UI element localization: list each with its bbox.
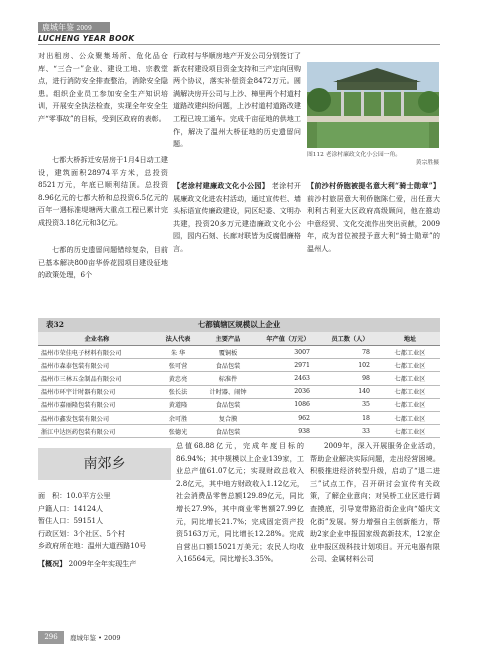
col2-heading: 【老涂村建廉政文化小公园】 xyxy=(173,181,270,190)
cell-output: 1086 xyxy=(256,398,320,411)
cell-staff: 102 xyxy=(320,359,380,372)
cell-product: 标准件 xyxy=(200,372,256,385)
table-grid xyxy=(38,332,440,438)
header-subtitle: LUCHENG YEAR BOOK xyxy=(38,34,135,43)
cell-name: 温州市嘉丽隆包装有限公司 xyxy=(38,398,156,411)
overview-heading: 【概况】 xyxy=(38,558,67,568)
cell-product: 复合膜 xyxy=(200,411,256,424)
cell-address: 七都工业区 xyxy=(380,359,440,372)
cell-legal: 余可胜 xyxy=(156,411,200,424)
cell-staff: 18 xyxy=(320,411,380,424)
town-name-box: 南郊乡 xyxy=(38,448,171,480)
th-output: 年产值（万元） xyxy=(256,332,320,346)
table-title: 七都镇辖区规模以上企业 xyxy=(197,320,281,329)
cell-output: 962 xyxy=(256,411,320,424)
cell-legal: 朱 华 xyxy=(156,346,200,359)
cell-address: 七都工业区 xyxy=(380,385,440,398)
town-temp-population: 暂住人口：59151人 xyxy=(38,516,104,526)
cell-staff: 78 xyxy=(320,346,380,359)
town-government-seat: 乡政府所在地：温州大道西路10号 xyxy=(38,541,147,551)
enterprise-table xyxy=(38,318,440,436)
cell-product: 食品包装 xyxy=(200,398,256,411)
col3-paragraph xyxy=(307,180,440,256)
col1-paragraph-3: 七都的历史遗留问题错综复杂，目前已基本解决800亩华侨花园项目建设征地的政策处理，6个 xyxy=(38,245,168,280)
cell-output: 2036 xyxy=(256,385,320,398)
th-name: 企业名称 xyxy=(38,332,156,346)
cell-staff: 35 xyxy=(320,398,380,411)
table-row xyxy=(38,425,440,438)
cell-staff: 140 xyxy=(320,385,380,398)
table-title-bar xyxy=(38,318,440,332)
park-photo xyxy=(307,62,439,148)
cell-legal: 黄忠亮 xyxy=(156,372,200,385)
cell-name: 温州市森泰包装有限公司 xyxy=(38,359,156,372)
th-staff: 员工数（人） xyxy=(320,332,380,346)
photo-caption-text: 图112 老涂村廉政文化小公园一角。 xyxy=(307,152,402,158)
cell-product: 食品包装 xyxy=(200,359,256,372)
col2-paragraph-2-text: 老涂村开展廉政文化进农村活动，通过宣传栏、墙头标语宣传廉政建设，同区纪委、文明办共建，投资20多万元建造廉政文化小公园，园内石刻、长廊对联皆为反腐倡廉格言。 xyxy=(173,181,302,253)
col1-paragraph-1: 对出租房、公众聚集场所、危化品仓库、“三合一”企业、建设工地、宗教堂点，进行消防安全排查整治，消除安全隐患。组织企业员工参加安全生产知识培训，开展安全执法检查，实现全年安全生产“零事故”的目标，受到区政府的表彰。 xyxy=(38,51,168,123)
table-row xyxy=(38,346,440,359)
overview-text: 2009年全年实现生产 xyxy=(68,558,137,568)
cell-name: 温州市鑫发包装有限公司 xyxy=(38,411,156,424)
col1-paragraph-2: 七都大桥拆迁安居房于1月4日动工建设，建筑面积28974平方米，总投资8521万元，年底已顺利结顶。总投资8.96亿元的七都大桥和总投资6.5亿元的百年一遇标准堤塘两大重点工程已累计完成投资3.18亿元和3亿元。 xyxy=(38,155,168,227)
cell-address: 七都工业区 xyxy=(380,346,440,359)
cell-name: 温州市荣佳电子材料有限公司 xyxy=(38,346,156,359)
cell-output: 938 xyxy=(256,425,320,438)
table-number: 表32 xyxy=(46,320,64,329)
town-admin-division: 行政区划：3个社区、5个村 xyxy=(38,528,126,538)
cell-legal: 张可营 xyxy=(156,359,200,372)
cell-name: 浙江中达医药包装有限公司 xyxy=(38,425,156,438)
table-row xyxy=(38,411,440,424)
cell-output: 3007 xyxy=(256,346,320,359)
cell-product: 计时器、闹钟 xyxy=(200,385,256,398)
th-address: 地址 xyxy=(380,332,440,346)
cell-address: 七都工业区 xyxy=(380,372,440,385)
cell-address: 七都工业区 xyxy=(380,398,440,411)
cell-legal: 张长法 xyxy=(156,385,200,398)
page-number: 296 xyxy=(38,631,64,644)
cell-output: 2463 xyxy=(256,372,320,385)
col2-paragraph-2 xyxy=(173,180,301,256)
town-info xyxy=(38,490,171,571)
table-row xyxy=(38,385,440,398)
header-divider xyxy=(38,44,440,45)
col3b-paragraph: 2009年，深入开展服务企业活动，帮助企业解决实际问题，走出经营困境。积极推进经济转型升级，启动了“退二进三”试点工作，召开研讨会宣传有关政策，了解企业意向；对吴桥工业区进行调查摸底，引导宽带路沿街企业向“婚庆文化街”发展。努力增强自主创新能力，帮助2家企业申报国家级高新技术，12家企业申报区级科技计划项目。开元电器有限公司、金属材料公司 xyxy=(310,441,440,564)
table-row xyxy=(38,398,440,411)
cell-staff: 33 xyxy=(320,425,380,438)
cell-name: 温州市三林五金制品有限公司 xyxy=(38,372,156,385)
town-area: 面 积：10.0平方公里 xyxy=(38,491,111,500)
header-book-title: 鹿城年鉴 2009 xyxy=(38,22,110,33)
cell-address: 七都工业区 xyxy=(380,425,440,438)
park-photo-image xyxy=(307,62,439,148)
th-legal: 法人代表 xyxy=(156,332,200,346)
table-header-row xyxy=(38,332,440,346)
cell-legal: 张德光 xyxy=(156,425,200,438)
col2b-paragraph: 总值68.88亿元，完成年度目标的86.94%；其中规模以上企业139家，工业总产值61.07亿元；实现财政总收入2.8亿元，其中地方财政收入1.12亿元，社会消费品零售总额129.89亿元，同比增长27.9%，其中商业零售额27.99亿元，同比增长21.7%；完成固定资产投资5163万元，同比增长12.28%。完成自营出口额15021万美元；农民人均收入16564元，同比增长3.35%。 xyxy=(176,441,304,564)
footer-text: 鹿城年鉴 • 2009 xyxy=(70,634,121,642)
col3-heading: 【前沙村侨胞被提名意大利“骑士勋章”】 xyxy=(307,181,440,190)
town-households: 户籍人口：14124人 xyxy=(38,503,104,513)
cell-address: 七都工业区 xyxy=(380,411,440,424)
cell-product: 覆铜板 xyxy=(200,346,256,359)
cell-name: 温州市环宇计时器有限公司 xyxy=(38,385,156,398)
photo-credit: 黄宗胜摄 xyxy=(415,160,439,166)
table-row xyxy=(38,359,440,372)
table-row xyxy=(38,372,440,385)
cell-staff: 98 xyxy=(320,372,380,385)
cell-product: 食品包装 xyxy=(200,425,256,438)
photo-caption xyxy=(307,151,439,167)
cell-legal: 黄道隆 xyxy=(156,398,200,411)
th-product: 主要产品 xyxy=(200,332,256,346)
col2-paragraph-1: 行政村与华顺房地产开发公司分别签订了新农村建设项目资金支持和三产定向回购两个协议，落实补偿资金8472万元。圆满解决房开公司与上沙、樟里两个村道村道路改建纠纷问题，上沙村道村道路改建工程已竣工通车。完成千亩征地的供地工作，解决了温州大桥征地的历史遗留问题。 xyxy=(173,51,301,149)
col3-paragraph-text: 前沙村旅居意大利侨胞陈仁爱，出任意大利利古利亚大区政府高级顾问，他在推动中意经贸、文化交流作出突出贡献，2009年，成为首位被授予意大利“骑士勋章”的温州人。 xyxy=(307,193,440,253)
cell-output: 2971 xyxy=(256,359,320,372)
